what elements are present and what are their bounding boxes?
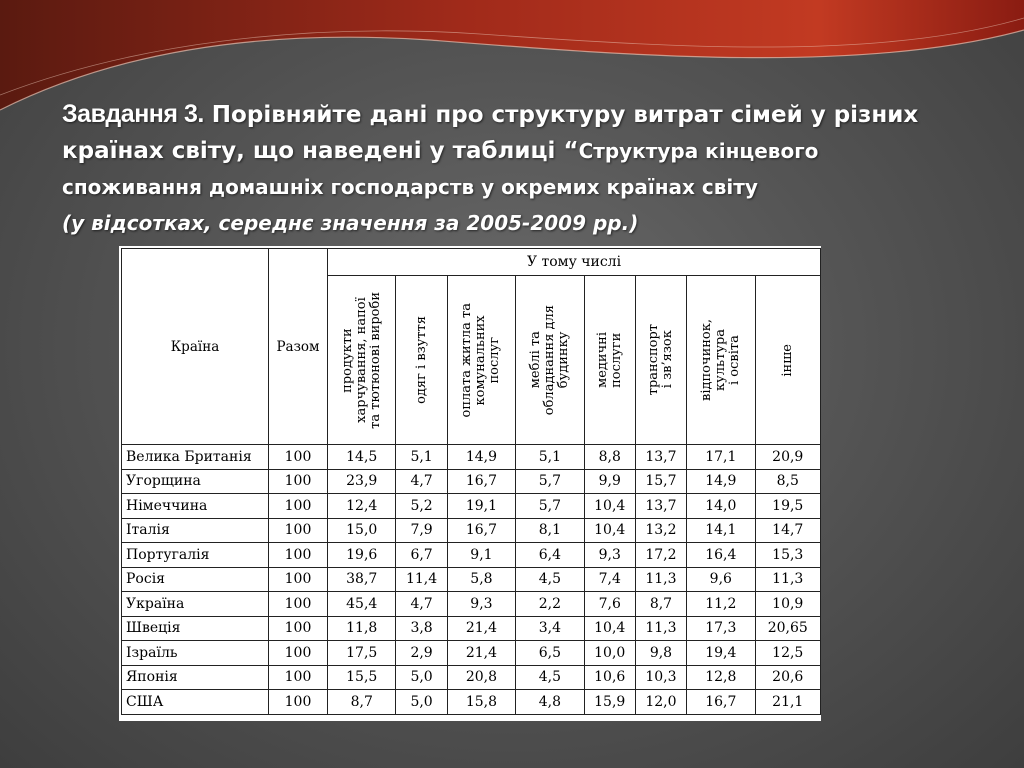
value-cell: 17,5 bbox=[328, 641, 396, 666]
value-cell: 12,4 bbox=[328, 494, 396, 519]
task-number: Завдання 3. bbox=[62, 100, 204, 128]
value-cell: 14,9 bbox=[447, 445, 515, 470]
country-cell: Ізраїль bbox=[122, 641, 269, 666]
value-cell: 45,4 bbox=[328, 592, 396, 617]
value-cell: 5,7 bbox=[516, 469, 584, 494]
value-cell: 10,6 bbox=[584, 665, 635, 690]
header-column-label: інше bbox=[779, 343, 795, 377]
header-column-1 bbox=[396, 276, 447, 445]
value-cell: 3,8 bbox=[396, 616, 447, 641]
value-cell: 12,5 bbox=[755, 641, 820, 666]
header-column-3 bbox=[516, 276, 584, 445]
total-cell: 100 bbox=[269, 616, 328, 641]
table-row bbox=[122, 592, 821, 617]
country-cell: США bbox=[122, 690, 269, 715]
value-cell: 11,3 bbox=[755, 567, 820, 592]
value-cell: 20,65 bbox=[755, 616, 820, 641]
value-cell: 14,0 bbox=[687, 494, 755, 519]
value-cell: 2,2 bbox=[516, 592, 584, 617]
value-cell: 7,6 bbox=[584, 592, 635, 617]
header-column-label: медичні послуги bbox=[594, 332, 624, 388]
value-cell: 14,9 bbox=[687, 469, 755, 494]
value-cell: 11,2 bbox=[687, 592, 755, 617]
value-cell: 20,6 bbox=[755, 665, 820, 690]
country-cell: Україна bbox=[122, 592, 269, 617]
value-cell: 13,7 bbox=[635, 494, 686, 519]
table-title: Структура кінцевого споживання домашніх господарств у окремих країнах світу bbox=[62, 139, 819, 199]
value-cell: 6,5 bbox=[516, 641, 584, 666]
value-cell: 4,5 bbox=[516, 665, 584, 690]
header-country: Країна bbox=[122, 249, 269, 445]
table-row bbox=[122, 518, 821, 543]
value-cell: 7,4 bbox=[584, 567, 635, 592]
data-table-image bbox=[119, 246, 821, 721]
value-cell: 5,0 bbox=[396, 665, 447, 690]
value-cell: 17,1 bbox=[687, 445, 755, 470]
header-column-2 bbox=[447, 276, 515, 445]
value-cell: 10,9 bbox=[755, 592, 820, 617]
value-cell: 13,7 bbox=[635, 445, 686, 470]
country-cell: Росія bbox=[122, 567, 269, 592]
country-cell: Швеція bbox=[122, 616, 269, 641]
value-cell: 5,1 bbox=[396, 445, 447, 470]
header-group: У тому числі bbox=[328, 249, 821, 276]
value-cell: 19,4 bbox=[687, 641, 755, 666]
value-cell: 15,7 bbox=[635, 469, 686, 494]
value-cell: 15,9 bbox=[584, 690, 635, 715]
value-cell: 9,6 bbox=[687, 567, 755, 592]
value-cell: 17,3 bbox=[687, 616, 755, 641]
value-cell: 6,4 bbox=[516, 543, 584, 568]
value-cell: 9,3 bbox=[584, 543, 635, 568]
value-cell: 21,1 bbox=[755, 690, 820, 715]
header-column-label: оплата житла та комунальних послуг bbox=[459, 302, 503, 418]
value-cell: 3,4 bbox=[516, 616, 584, 641]
value-cell: 15,8 bbox=[447, 690, 515, 715]
task-title bbox=[62, 96, 962, 241]
header-column-label: транспорт і зв’язок bbox=[645, 324, 675, 396]
header-column-label: відпочинок, культура і освіта bbox=[698, 319, 742, 401]
country-cell: Велика Британія bbox=[122, 445, 269, 470]
value-cell: 8,1 bbox=[516, 518, 584, 543]
value-cell: 16,7 bbox=[447, 518, 515, 543]
table-row bbox=[122, 543, 821, 568]
header-column-0 bbox=[328, 276, 396, 445]
header-column-5 bbox=[635, 276, 686, 445]
value-cell: 4,7 bbox=[396, 592, 447, 617]
consumption-structure-table bbox=[121, 248, 821, 715]
total-cell: 100 bbox=[269, 518, 328, 543]
table-row bbox=[122, 445, 821, 470]
value-cell: 10,0 bbox=[584, 641, 635, 666]
value-cell: 15,3 bbox=[755, 543, 820, 568]
value-cell: 21,4 bbox=[447, 616, 515, 641]
country-cell: Німеччина bbox=[122, 494, 269, 519]
header-column-label: одяг і взуття bbox=[413, 316, 429, 404]
value-cell: 14,7 bbox=[755, 518, 820, 543]
value-cell: 8,7 bbox=[328, 690, 396, 715]
value-cell: 11,3 bbox=[635, 616, 686, 641]
total-cell: 100 bbox=[269, 690, 328, 715]
value-cell: 9,1 bbox=[447, 543, 515, 568]
task-text: Порівняйте дані про структуру витрат сімей у різних країнах світу, що наведені у таблиці “ bbox=[62, 102, 919, 164]
value-cell: 2,9 bbox=[396, 641, 447, 666]
value-cell: 16,4 bbox=[687, 543, 755, 568]
table-row bbox=[122, 616, 821, 641]
value-cell: 4,7 bbox=[396, 469, 447, 494]
value-cell: 10,3 bbox=[635, 665, 686, 690]
value-cell: 16,7 bbox=[447, 469, 515, 494]
value-cell: 6,7 bbox=[396, 543, 447, 568]
country-cell: Японія bbox=[122, 665, 269, 690]
header-column-label: продукти харчування, напої та тютюнові вироби bbox=[339, 291, 383, 429]
value-cell: 5,2 bbox=[396, 494, 447, 519]
value-cell: 12,8 bbox=[687, 665, 755, 690]
value-cell: 14,1 bbox=[687, 518, 755, 543]
value-cell: 4,5 bbox=[516, 567, 584, 592]
value-cell: 4,8 bbox=[516, 690, 584, 715]
value-cell: 10,4 bbox=[584, 616, 635, 641]
value-cell: 17,2 bbox=[635, 543, 686, 568]
total-cell: 100 bbox=[269, 592, 328, 617]
table-row bbox=[122, 567, 821, 592]
value-cell: 38,7 bbox=[328, 567, 396, 592]
table-row bbox=[122, 494, 821, 519]
country-cell: Угорщина bbox=[122, 469, 269, 494]
table-row bbox=[122, 641, 821, 666]
value-cell: 5,1 bbox=[516, 445, 584, 470]
value-cell: 11,8 bbox=[328, 616, 396, 641]
table-subtitle: (у відсотках, середнє значення за 2005-2009 рр.) bbox=[62, 211, 639, 235]
total-cell: 100 bbox=[269, 641, 328, 666]
value-cell: 10,4 bbox=[584, 494, 635, 519]
header-column-label: меблі та обладнання для будинку bbox=[527, 304, 571, 416]
value-cell: 15,5 bbox=[328, 665, 396, 690]
country-cell: Португалія bbox=[122, 543, 269, 568]
value-cell: 15,0 bbox=[328, 518, 396, 543]
value-cell: 23,9 bbox=[328, 469, 396, 494]
value-cell: 20,9 bbox=[755, 445, 820, 470]
header-column-7 bbox=[755, 276, 820, 445]
value-cell: 9,3 bbox=[447, 592, 515, 617]
table-row bbox=[122, 690, 821, 715]
table-row bbox=[122, 665, 821, 690]
value-cell: 11,4 bbox=[396, 567, 447, 592]
value-cell: 12,0 bbox=[635, 690, 686, 715]
value-cell: 20,8 bbox=[447, 665, 515, 690]
value-cell: 9,9 bbox=[584, 469, 635, 494]
header-column-4 bbox=[584, 276, 635, 445]
table-row bbox=[122, 469, 821, 494]
value-cell: 9,8 bbox=[635, 641, 686, 666]
country-cell: Італія bbox=[122, 518, 269, 543]
value-cell: 5,0 bbox=[396, 690, 447, 715]
value-cell: 14,5 bbox=[328, 445, 396, 470]
value-cell: 19,5 bbox=[755, 494, 820, 519]
value-cell: 8,8 bbox=[584, 445, 635, 470]
value-cell: 5,8 bbox=[447, 567, 515, 592]
value-cell: 13,2 bbox=[635, 518, 686, 543]
total-cell: 100 bbox=[269, 567, 328, 592]
total-cell: 100 bbox=[269, 665, 328, 690]
total-cell: 100 bbox=[269, 494, 328, 519]
value-cell: 19,1 bbox=[447, 494, 515, 519]
total-cell: 100 bbox=[269, 543, 328, 568]
value-cell: 11,3 bbox=[635, 567, 686, 592]
value-cell: 8,5 bbox=[755, 469, 820, 494]
total-cell: 100 bbox=[269, 445, 328, 470]
total-cell: 100 bbox=[269, 469, 328, 494]
value-cell: 7,9 bbox=[396, 518, 447, 543]
value-cell: 21,4 bbox=[447, 641, 515, 666]
value-cell: 8,7 bbox=[635, 592, 686, 617]
value-cell: 10,4 bbox=[584, 518, 635, 543]
value-cell: 16,7 bbox=[687, 690, 755, 715]
header-total: Разом bbox=[269, 249, 328, 445]
value-cell: 19,6 bbox=[328, 543, 396, 568]
value-cell: 5,7 bbox=[516, 494, 584, 519]
header-column-6 bbox=[687, 276, 755, 445]
